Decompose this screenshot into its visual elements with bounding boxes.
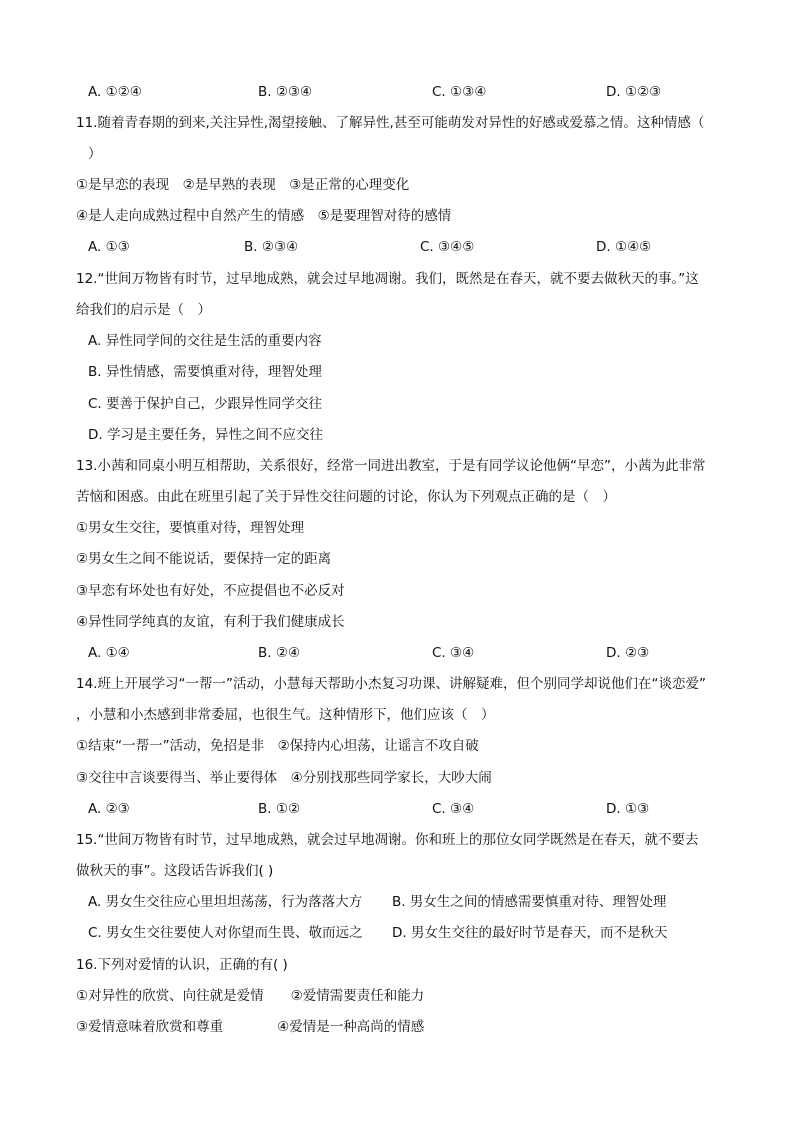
q10-options [0, 82, 794, 102]
q15-stem-line2: 做秋天的事”。这段话告诉我们( ) [76, 863, 274, 879]
q14-stem-line1: 14.班上开展学习“一帮一”活动，小慧每天帮助小杰复习功课、讲解疑难，但个别同学却说他们在“谈恋爱” [76, 676, 706, 692]
q10-option-c[interactable]: C. ①③④ [432, 84, 487, 100]
q13-stem-line2: 苦恼和困惑。由此在班里引起了关于异性交往问题的讨论，你认为下列观点正确的是（ ） [76, 489, 616, 505]
q13-option-d[interactable]: D. ②③ [606, 645, 650, 661]
q13-statement-1: ①男女生交往，要慎重对待，理智处理 [76, 520, 305, 536]
q16-statement-line1: ①对异性的欣赏、向往就是爱情 ②爱情需要责任和能力 [76, 988, 425, 1004]
q13-option-b[interactable]: B. ②④ [258, 645, 301, 661]
q13-statement-2: ②男女生之间不能说话，要保持一定的距离 [76, 551, 332, 567]
q11-options [0, 237, 794, 257]
q12-option-a[interactable]: A. 异性同学间的交往是生活的重要内容 [88, 333, 322, 349]
q15-option-a[interactable]: A. 男女生交往应心里坦坦荡荡，行为落落大方 [88, 894, 363, 910]
q14-stem-line2: ，小慧和小杰感到非常委屈，也很生气。这种情形下，他们应该（ ） [76, 707, 495, 723]
q11-option-c[interactable]: C. ③④⑤ [420, 239, 475, 255]
q15-stem-line1: 15.“世间万物皆有时节，过早地成熟，就会过早地凋谢。你和班上的那位女同学既然是在春天，就不要去 [76, 832, 699, 848]
q16-statement-line2: ③爱情意味着欣赏和尊重 ④爱情是一种高尚的情感 [76, 1019, 425, 1035]
q14-statement-line1: ①结束“一帮一”活动，免招是非 ②保持内心坦荡，让谣言不攻自破 [76, 738, 479, 754]
q15-option-b[interactable]: B. 男女生之间的情感需要慎重对待、理智处理 [392, 894, 667, 910]
q14-option-d[interactable]: D. ①③ [606, 801, 650, 817]
q13-options [0, 643, 794, 663]
q10-option-b[interactable]: B. ②③④ [258, 84, 313, 100]
q12-option-c[interactable]: C. 要善于保护自己，少跟异性同学交往 [88, 396, 323, 412]
q14-statement-line2: ③交往中言谈要得当、举止要得体 ④分别找那些同学家长，大吵大闹 [76, 770, 492, 786]
q15-option-c[interactable]: C. 男女生交往要使人对你望而生畏、敬而远之 [88, 925, 363, 941]
q12-option-d[interactable]: D. 学习是主要任务，异性之间不应交往 [88, 427, 323, 443]
q12-stem-line2: 给我们的启示是（ ） [76, 302, 211, 318]
q13-statement-3: ③早恋有坏处也有好处，不应提倡也不必反对 [76, 583, 345, 599]
q15-options-row1 [0, 892, 794, 912]
q11-option-d[interactable]: D. ①④⑤ [596, 239, 652, 255]
q14-option-c[interactable]: C. ③④ [432, 801, 475, 817]
q10-option-a[interactable]: A. ①②④ [88, 84, 142, 100]
q11-statement-line1: ①是早恋的表现 ②是早熟的表现 ③是正常的心理变化 [76, 177, 410, 193]
q11-option-a[interactable]: A. ①③ [88, 239, 130, 255]
q14-options [0, 799, 794, 819]
q10-option-d[interactable]: D. ①②③ [606, 84, 662, 100]
q12-option-b[interactable]: B. 异性情感，需要慎重对待，理智处理 [88, 364, 322, 380]
q16-stem: 16.下列对爱情的认识，正确的有( ) [76, 957, 288, 973]
q11-option-b[interactable]: B. ②③④ [244, 239, 299, 255]
q14-option-b[interactable]: B. ①② [258, 801, 301, 817]
q15-option-d[interactable]: D. 男女生交往的最好时节是春天，而不是秋天 [392, 925, 668, 941]
q11-stem-line1: 11.随着青春期的到来,关注异性,渴望接触、了解异性,甚至可能萌发对异性的好感或爱慕之情。这种情感（ [76, 115, 705, 131]
q13-option-c[interactable]: C. ③④ [432, 645, 475, 661]
q11-statement-line2: ④是人走向成熟过程中自然产生的情感 ⑤是要理智对待的感情 [76, 208, 452, 224]
q14-option-a[interactable]: A. ②③ [88, 801, 130, 817]
q11-stem-line2: ） [88, 146, 102, 162]
q12-stem-line1: 12.“世间万物皆有时节，过早地成熟，就会过早地凋谢。我们，既然是在春天，就不要去做秋天的事。”这 [76, 271, 699, 287]
q13-stem-line1: 13.小茜和同桌小明互相帮助，关系很好，经常一同进出教室，于是有同学议论他俩“早恋”，小茜为此非常 [76, 458, 706, 474]
q13-statement-4: ④异性同学纯真的友谊，有利于我们健康成长 [76, 614, 345, 630]
q15-options-row2 [0, 923, 794, 943]
q13-option-a[interactable]: A. ①④ [88, 645, 130, 661]
